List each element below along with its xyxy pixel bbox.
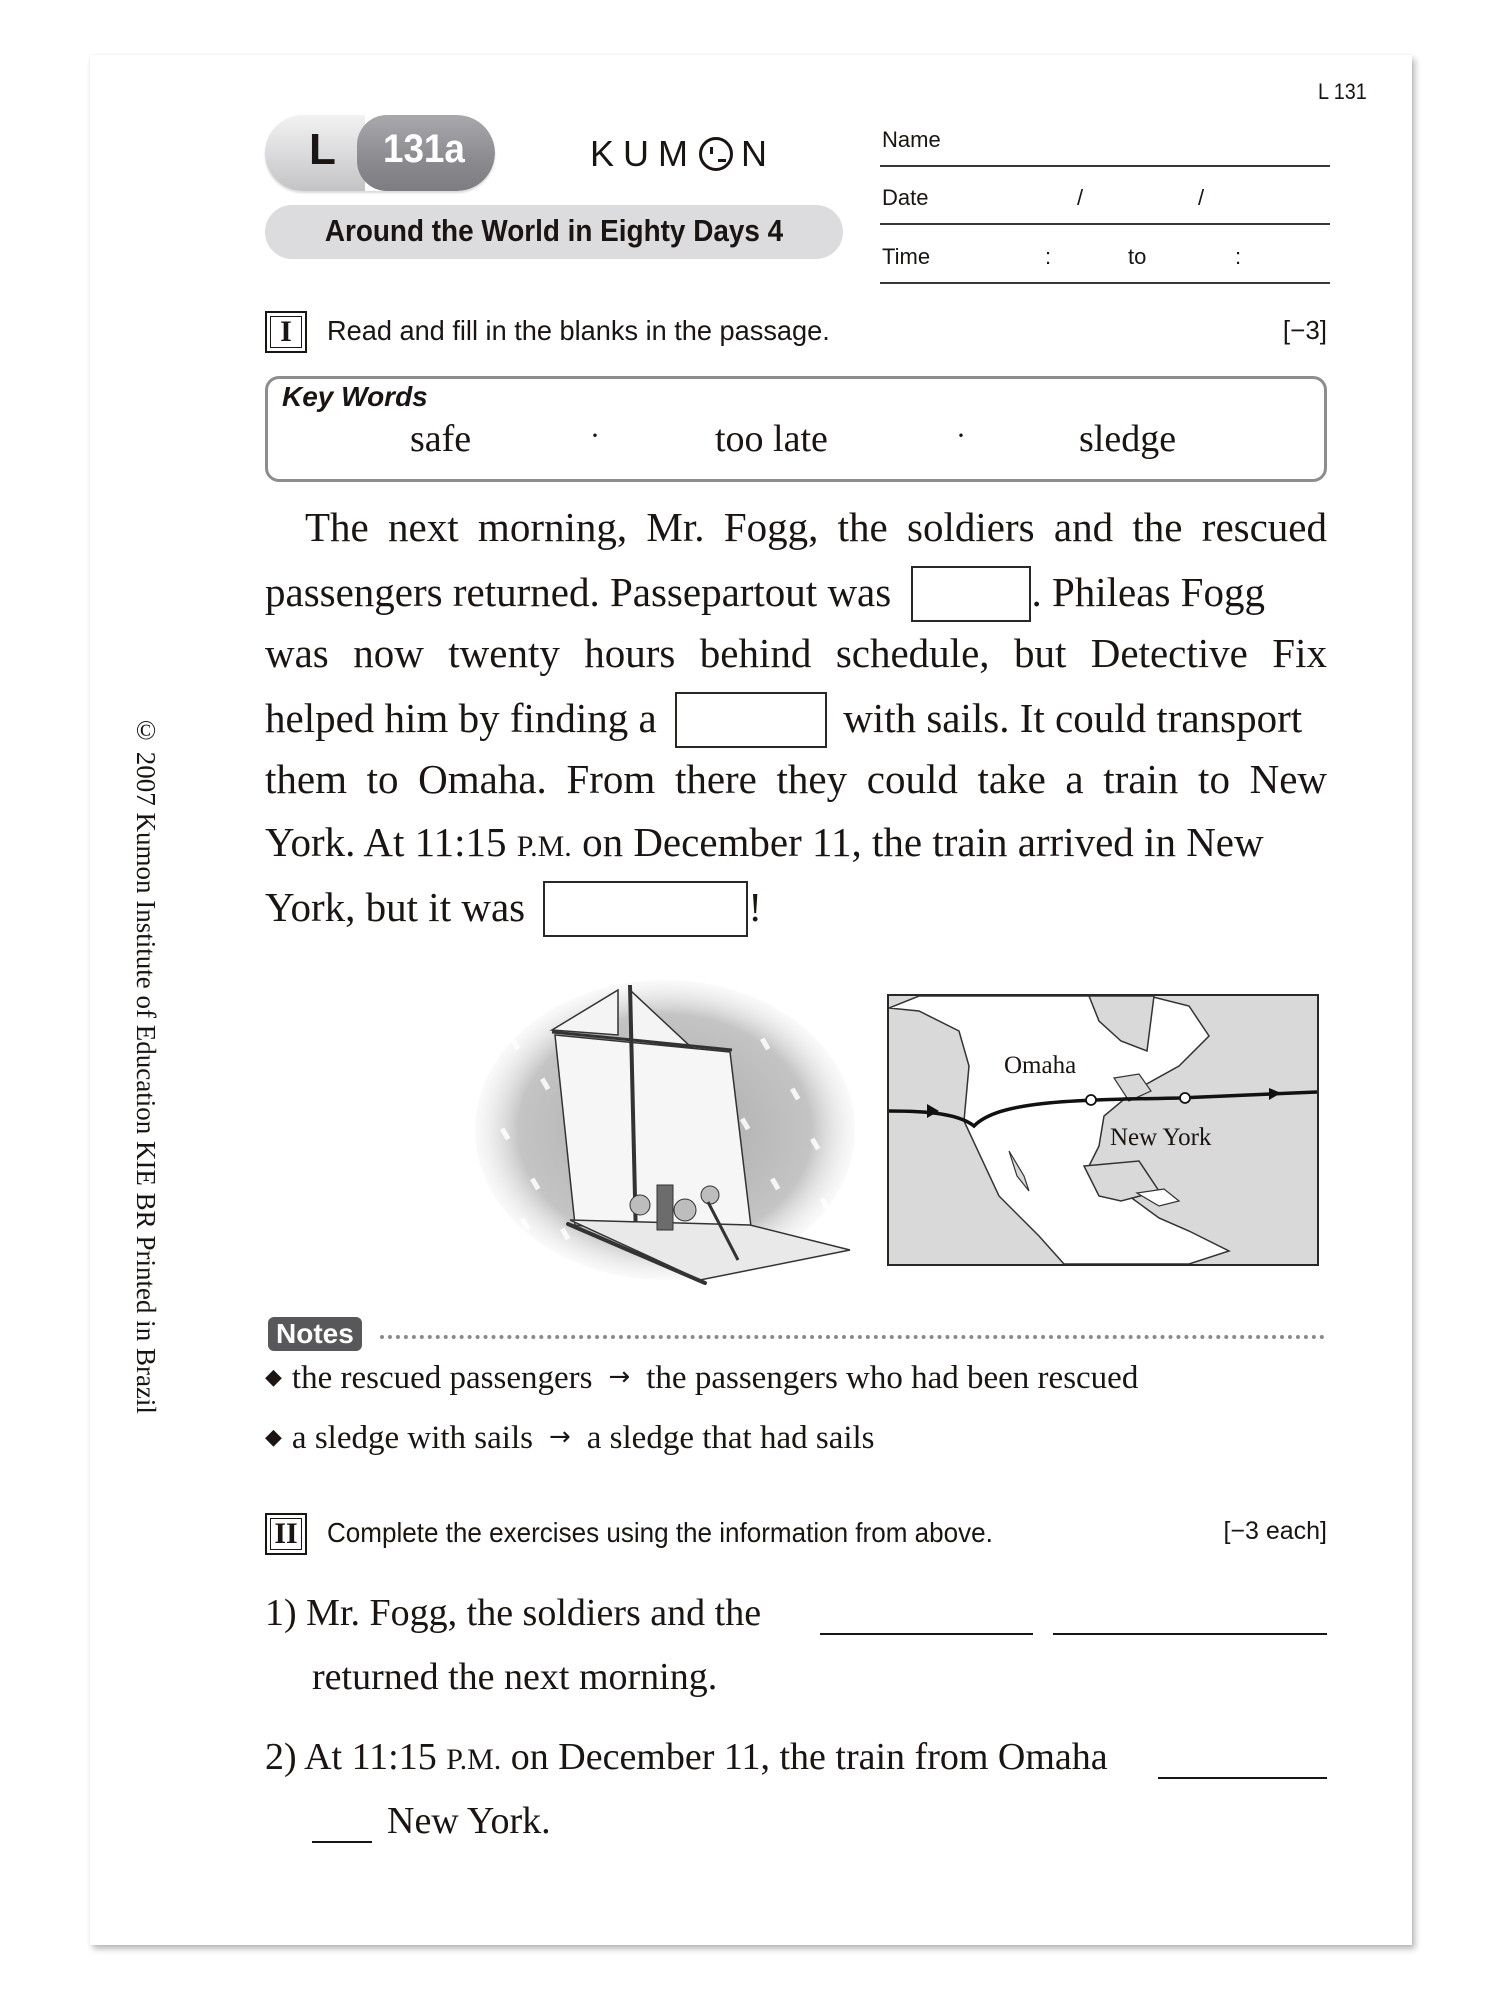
level-badge — [265, 115, 495, 191]
pm-label: P.M. — [446, 1743, 502, 1776]
level-number: 131a — [383, 127, 465, 171]
answer-line-2b[interactable] — [312, 1841, 372, 1843]
passage-line — [265, 692, 1327, 756]
note-to: a sledge that had sails — [586, 1420, 875, 1456]
key-words-title: Key Words — [282, 381, 428, 412]
time-separator: : — [1045, 244, 1052, 269]
key-word-separator: · — [590, 419, 600, 452]
page-code: L 131 — [1318, 79, 1367, 104]
section-2-header — [265, 1513, 1327, 1557]
date-separator: / — [1198, 185, 1205, 210]
key-words-box — [265, 376, 1327, 482]
note-from: the rescued passengers — [291, 1360, 593, 1396]
key-word: too late — [715, 418, 828, 460]
diamond-bullet-icon: ◆ — [265, 1425, 282, 1450]
section-2-instruction: Complete the exercises using the information from above. — [327, 1517, 993, 1548]
notes-badge: Notes — [268, 1317, 362, 1351]
answer-line-2a[interactable] — [1158, 1777, 1327, 1779]
answer-line-1b[interactable] — [1053, 1633, 1327, 1635]
section-1-numeral: I — [265, 311, 307, 353]
section-1-header — [265, 311, 1327, 355]
passage-line: The next morning, Mr. Fogg, the soldiers and the rescued — [305, 504, 1327, 550]
logo-text-pre: KUM — [590, 133, 697, 174]
question-text: At 11:15 — [304, 1736, 437, 1778]
passage-text: helped him by finding a — [265, 695, 657, 741]
section-2-numeral: II — [265, 1513, 307, 1555]
map-label-new-york: New York — [1110, 1124, 1212, 1151]
question-text: Mr. Fogg, the soldiers and the — [306, 1592, 762, 1634]
route-arrow-icon — [1269, 1088, 1281, 1100]
question-1-continued: returned the next morning. — [312, 1656, 718, 1698]
section-2-score: [−3 each] — [1223, 1517, 1327, 1545]
key-word: safe — [410, 418, 472, 460]
main-sail — [555, 1035, 752, 1235]
pilot-figure — [701, 1186, 719, 1204]
question-text: on December 11, the train from Omaha — [510, 1736, 1108, 1778]
time-separator: : — [1235, 244, 1242, 269]
passenger-figure — [674, 1199, 696, 1221]
time-label: Time — [882, 244, 931, 269]
answer-blank-3[interactable] — [543, 881, 748, 937]
passage-line: them to Omaha. From there they could take a train to New — [265, 756, 1327, 802]
map-svg — [889, 996, 1317, 1264]
passage-line — [265, 566, 1327, 630]
worksheet-page — [90, 55, 1412, 1945]
passage-line: was now twenty hours behind schedule, but Detective Fix — [265, 630, 1327, 676]
note-from: a sledge with sails — [291, 1420, 533, 1456]
note-to: the passengers who had been rescued — [646, 1360, 1139, 1396]
notes-dotted-rule — [380, 1335, 1325, 1339]
section-1-score: [−3] — [1282, 315, 1327, 345]
copyright-notice: © 2007 Kumon Institute of Education KIE BR Printed in Brazil — [131, 715, 161, 1414]
key-word-separator: · — [956, 419, 966, 452]
note-item — [265, 1420, 875, 1457]
passenger-figure — [630, 1195, 650, 1215]
key-word: sledge — [1079, 418, 1177, 460]
note-item — [265, 1360, 1138, 1397]
route-arrow-icon — [927, 1104, 939, 1118]
passage-line — [265, 881, 1327, 945]
cuba — [1137, 1189, 1179, 1206]
name-label: Name — [882, 127, 941, 152]
right-arrow-icon: → — [608, 1362, 631, 1392]
answer-blank-1[interactable] — [911, 566, 1031, 622]
new-york-marker — [1180, 1093, 1190, 1103]
time-field[interactable] — [880, 232, 1330, 284]
route-map — [887, 994, 1319, 1266]
passage-line — [265, 818, 1327, 882]
worksheet-title-badge — [265, 205, 843, 259]
date-label: Date — [882, 185, 929, 210]
section-1-instruction: Read and fill in the blanks in the passage. — [327, 315, 830, 346]
answer-line-1a[interactable] — [820, 1633, 1033, 1635]
sledge-illustration — [470, 980, 860, 1290]
question-2 — [265, 1735, 1327, 1779]
kumon-face-icon — [699, 137, 733, 171]
omaha-marker — [1086, 1095, 1096, 1105]
pm-label: P.M. — [516, 830, 572, 863]
diamond-bullet-icon: ◆ — [265, 1365, 282, 1390]
passage-text: York. At 11:15 — [265, 819, 507, 865]
logo-text-post: N — [741, 133, 776, 174]
time-to-label: to — [1128, 244, 1147, 269]
kumon-logo — [590, 133, 776, 175]
right-arrow-icon: → — [548, 1422, 571, 1452]
passage-text: . Phileas Fogg — [1031, 569, 1265, 615]
question-number: 1) — [265, 1592, 297, 1634]
question-number: 2) — [265, 1736, 297, 1778]
answer-blank-2[interactable] — [675, 692, 827, 748]
question-2-continued — [312, 1799, 912, 1843]
passage-text: with sails. It could transport — [843, 695, 1303, 741]
passenger-figure — [657, 1185, 673, 1230]
name-field[interactable] — [880, 115, 1330, 167]
passage-text: York, but it was — [265, 884, 526, 930]
question-1 — [265, 1591, 1327, 1635]
level-letter: L — [309, 125, 336, 174]
map-label-omaha: Omaha — [1004, 1052, 1077, 1079]
date-separator: / — [1077, 185, 1084, 210]
date-field[interactable] — [880, 173, 1330, 225]
question-text: New York. — [387, 1800, 551, 1842]
passage-text: ! — [748, 884, 762, 930]
worksheet-title: Around the World in Eighty Days 4 — [324, 213, 784, 248]
passage-text: passengers returned. Passepartout was — [265, 569, 892, 615]
passage-text: on December 11, the train arrived in New — [582, 819, 1264, 865]
